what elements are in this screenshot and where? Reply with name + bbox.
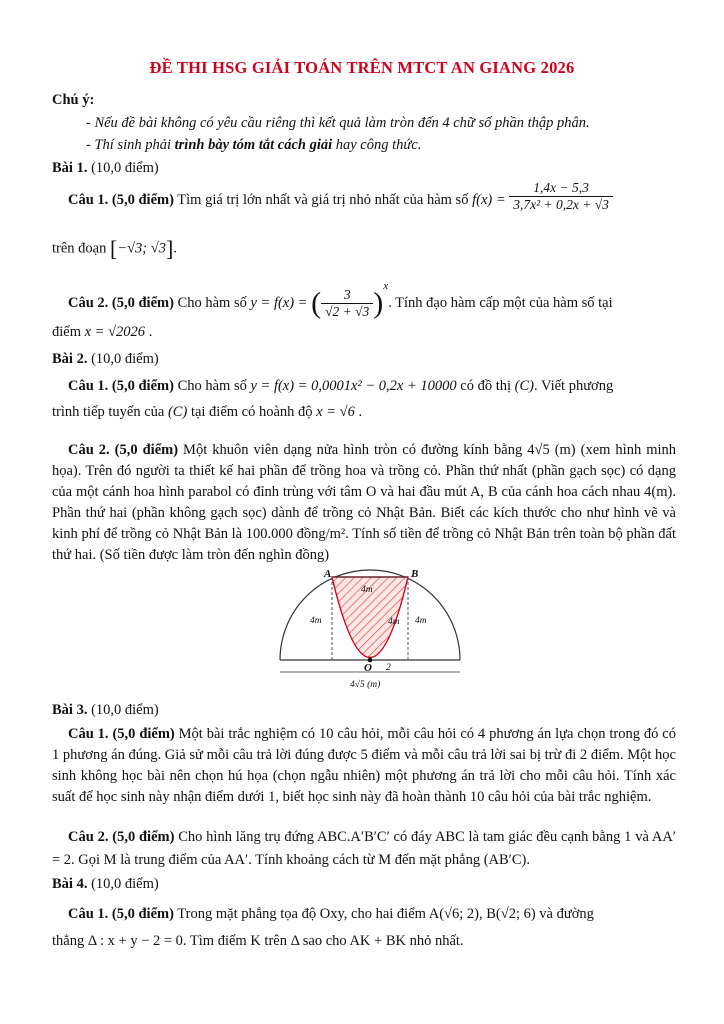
bai1-cau2-line2: điểm x = √2026 . xyxy=(52,324,153,340)
exam-title: ĐỀ THI HSG GIẢI TOÁN TRÊN MTCT AN GIANG 2026 xyxy=(149,58,575,77)
bai1-cau1: Câu 1. (5,0 điểm) Tìm giá trị lớn nhất và giá trị nhỏ nhất của hàm số f(x) = $\frac{1,4x - 5,3}{\text{3,7x² + 0,2x + √3}}$ xyxy=(68,188,613,213)
bai2-cau2: Câu 2. (5,0 điểm) Một khuôn viên dạng nửa hình tròn có đường kính bằng 4√5 (m) (xem hình minh họa). Trên đó người ta thiết kế hai phần để trồng hoa và trồng cỏ. Phần thứ nhất (phần gạch sọc) có dạng của một cánh hoa hình parabol có đỉnh trùng với tâm O và hai đầu mút A, B của cánh hoa cách nhau 4(m). Phần thứ hai (phần không gạch sọc) dành để trồng cỏ Nhật Bản. Biết các kích thước cho như hình vẽ và kinh phí để trồng cỏ Nhật Bản là 100.000 đồng/m². Tính số tiền để trồng cỏ Nhật Bản trên toàn bộ phần đất thứ hai. (Số tiền được làm tròn đến nghìn đồng) xyxy=(52,442,677,563)
bai1-cau1-fraction: $\frac{1,4x - 5,3}{\text{3,7x² + 0,2x + √3}}$ xyxy=(509,180,613,213)
note-line-2: - Thí sinh phải trình bày tóm tắt cách giải hay công thức. xyxy=(86,137,422,153)
label-two: 2 xyxy=(386,663,391,673)
bai4-cau1: Câu 1. (5,0 điểm) Trong mặt phẳng tọa độ Oxy, cho hai điểm A(√6; 2), B(√2; 6) và đường xyxy=(68,906,594,922)
note-label: Chú ý: xyxy=(52,92,95,108)
label-B: B xyxy=(411,568,419,580)
label-O: O xyxy=(364,662,372,674)
bai1-heading: Bài 1. (10,0 điểm) xyxy=(52,160,159,176)
label-top-4m: 4m xyxy=(361,585,373,595)
bai1-cau2-fraction: $\frac{3}{√2 + √3}$ xyxy=(321,287,373,320)
label-left-4m: 4m xyxy=(310,616,322,626)
bai3-cau2: Câu 2. (5,0 điểm) Cho hình lăng trụ đứng ABC.A′B′C′ có đáy ABC là tam giác đều cạnh bằng 1 và AA′ = 2. Gọi M là trung điểm của AA′. Tính khoảng cách từ M đến mặt phẳng (AB′C). xyxy=(52,829,676,868)
label-inner-4m: 4m xyxy=(388,617,400,627)
label-right-4m: 4m xyxy=(415,616,427,626)
note-line-1: - Nếu đề bài không có yêu cầu riêng thì kết quả làm tròn đến 4 chữ số phần thập phân. xyxy=(86,115,590,131)
bai3-heading: Bài 3. (10,0 điểm) xyxy=(52,702,159,718)
bai1-cau1-line2: trên đoạn [−√3; √3]. xyxy=(52,236,177,261)
label-A: A xyxy=(324,568,332,580)
bai2-cau1: Câu 1. (5,0 điểm) Cho hàm số y = f(x) = 0,0001x² − 0,2x + 10000 có đồ thị (C). Viết phương xyxy=(68,378,614,394)
bai4-heading: Bài 4. (10,0 điểm) xyxy=(52,876,159,892)
bai2-cau1-line2: trình tiếp tuyến của (C) tại điểm có hoành độ x = √6 . xyxy=(52,404,363,420)
bai2-heading: Bài 2. (10,0 điểm) xyxy=(52,351,159,367)
bai1-cau2: Câu 2. (5,0 điểm) Cho hàm số y = f(x) = ( $\frac{3}{√2 + √3}$ )$^x$. Tính đạo hàm cấp một của hàm số tại xyxy=(68,280,613,320)
bai3-cau1: Câu 1. (5,0 điểm) Một bài trắc nghiệm có 10 câu hỏi, mỗi câu hỏi có 4 phương án lựa chọn trong đó có 1 phương án đúng. Giả sử mỗi câu trả lời đúng được 5 điểm và mỗi câu trả lời sai bị trừ đi 2 điểm. Một học sinh không học bài nên chọn hú họa (chọn ngẫu nhiên) một phương án trả lời cho mỗi câu hỏi. Tính xác suất để học sinh này nhận điểm dưới 1, biết học sinh này đã hoàn thành 10 câu hỏi của bài trắc nghiệm. xyxy=(52,726,676,805)
label-diameter: 4√5 (m) xyxy=(350,680,381,690)
bai4-cau1-line2: thẳng Δ : x + y − 2 = 0. Tìm điểm K trên Δ sao cho AK + BK nhỏ nhất. xyxy=(52,933,464,949)
garden-figure xyxy=(270,568,470,696)
